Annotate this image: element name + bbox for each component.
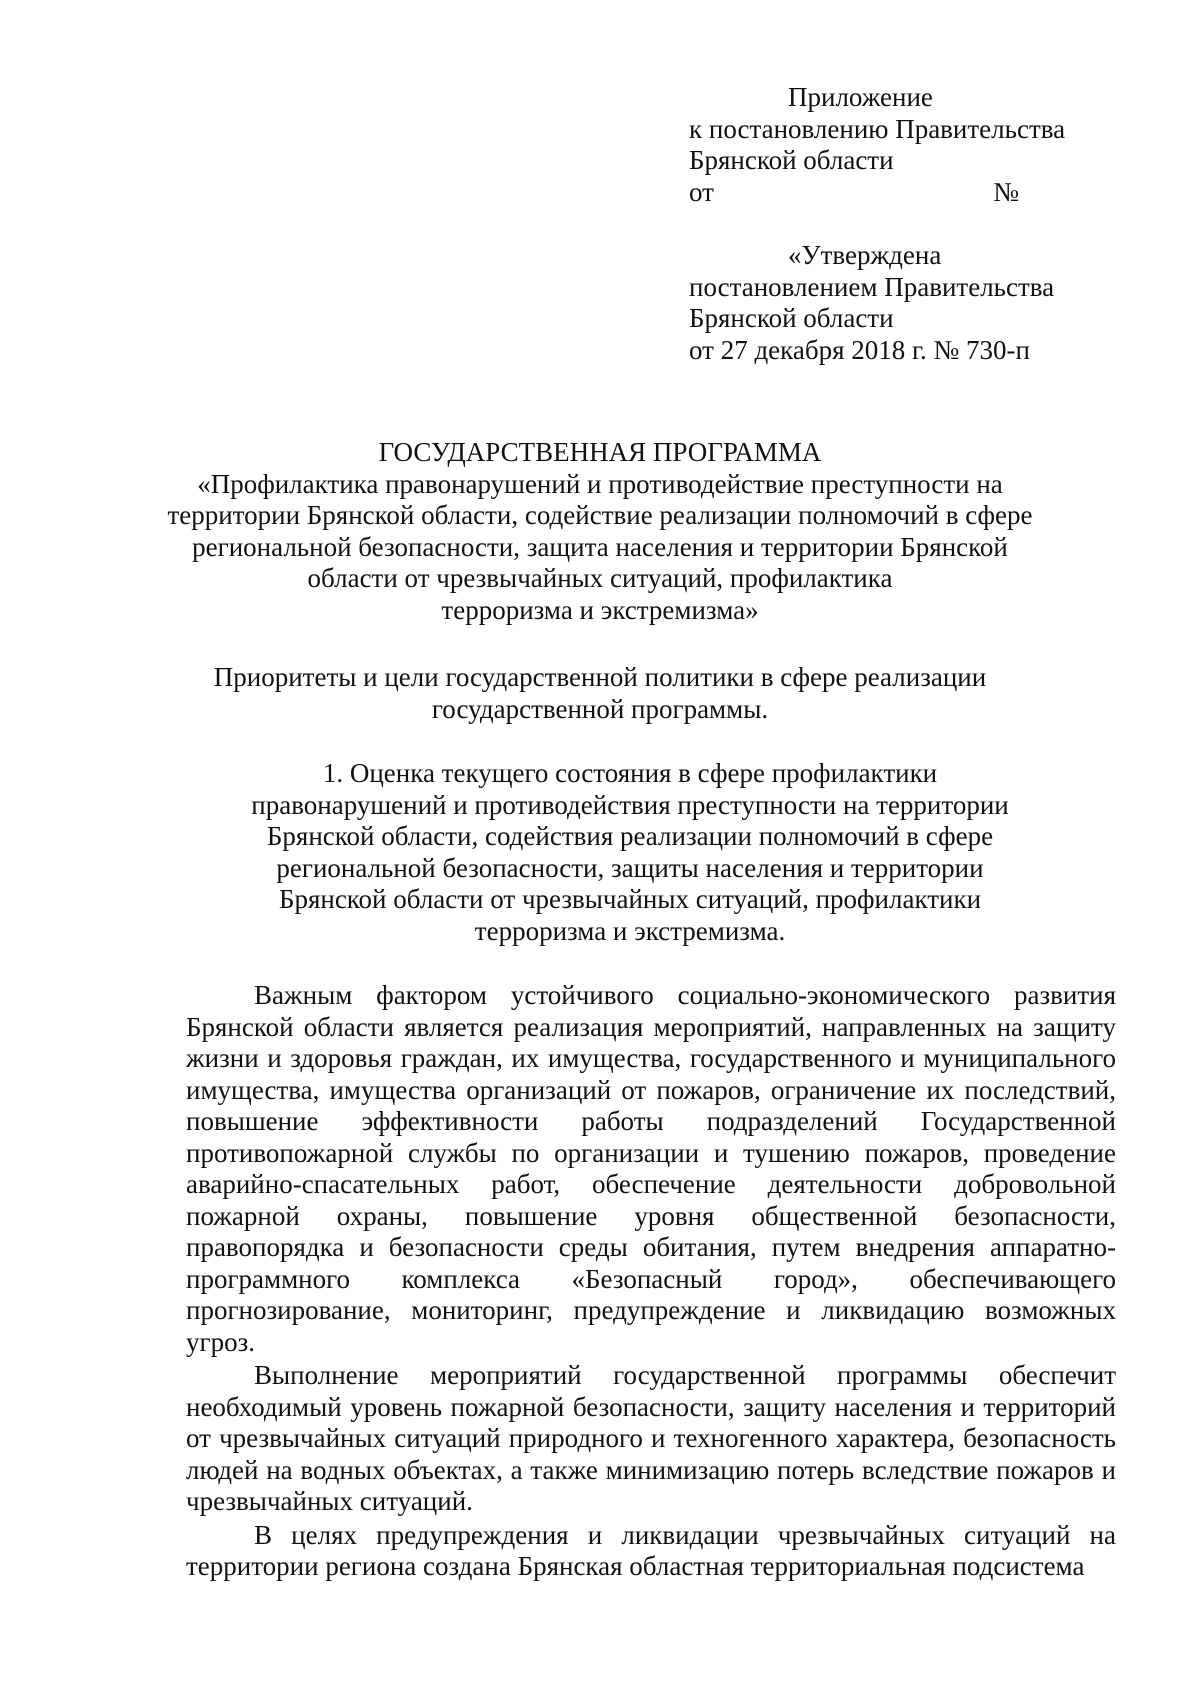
approved-block	[689, 240, 1159, 366]
appendix-region-line: Брянской области	[689, 145, 894, 175]
appendix-date-label: от	[689, 176, 714, 207]
approved-date-line: от 27 декабря 2018 г. № 730-п	[689, 334, 1030, 365]
program-name-line: региональной безопасности, защита населения и территории Брянской	[192, 531, 1008, 562]
body-paragraph: Выполнение мероприятий государственной программы обеспечит необходимый уровень пожарной безопасности, защиту населения и территорий от чрезвычайных ситуаций природного и техногенного характера, безопасность людей на водных объектах, а также минимизацию потерь вследствие пожаров и чрезвычайных ситуаций.	[186, 1360, 1116, 1516]
section-heading-line: правонарушений и противодействия преступности на территории	[251, 789, 1009, 820]
appendix-date-number-line	[689, 177, 1019, 209]
program-title-block	[150, 437, 1050, 626]
program-name-line: терроризма и экстремизма»	[441, 594, 759, 625]
appendix-resolution-line: к постановлению Правительства	[689, 113, 1066, 144]
program-name-line: «Профилактика правонарушений и противодействие преступности на	[197, 468, 1003, 499]
body-paragraph: В целях предупреждения и ликвидации чрезвычайных ситуаций на территории региона создана Брянская областная территориальная подсистема	[186, 1519, 1116, 1581]
body-paragraph: Важным фактором устойчивого социально-экономического развития Брянской области является реализация мероприятий, направленных на защиту жизни и здоровья граждан, их имущества, государственного и муниципального имущества, имущества организаций от пожаров, ограничение их последствий, повышение эффективности работы подразделений Государственной противопожарной службы по организации и тушению пожаров, проведение аварийно-спасательных работ, обеспечение деятельности добровольной пожарной охраны, повышение уровня общественной безопасности, правопорядка и безопасности среды обитания, путем внедрения аппаратно-программного комплекса «Безопасный город», обеспечивающего прогнозирование, мониторинг, предупреждение и ликвидацию возможных угроз.	[186, 980, 1116, 1357]
section-heading-line: Брянской области от чрезвычайных ситуаций, профилактики	[278, 884, 982, 914]
approved-resolution-line: постановлением Правительства	[689, 271, 1055, 302]
approved-title: «Утверждена	[788, 240, 942, 270]
priorities-heading-line: государственной программы.	[431, 693, 769, 724]
priorities-heading	[150, 662, 1050, 725]
program-name-line: области от чрезвычайных ситуаций, профилактика	[307, 563, 893, 593]
body-text	[186, 980, 1116, 1583]
program-name	[150, 469, 1050, 627]
section-heading-line: 1. Оценка текущего состояния в сфере профилактики	[322, 758, 938, 788]
section-1-heading	[200, 758, 1060, 947]
priorities-heading-line: Приоритеты и цели государственной политики в сфере реализации	[213, 662, 987, 692]
section-heading-line: региональной безопасности, защиты населения и территории	[276, 852, 984, 883]
appendix-title: Приложение	[788, 82, 933, 112]
program-name-line: территории Брянской области, содействие реализации полномочий в сфере	[167, 500, 1033, 530]
appendix-block	[689, 82, 1129, 208]
section-heading-line: Брянской области, содействия реализации полномочий в сфере	[266, 821, 994, 851]
appendix-number-label: №	[993, 176, 1019, 207]
approved-region-line: Брянской области	[689, 303, 894, 333]
program-heading: ГОСУДАРСТВЕННАЯ ПРОГРАММА	[378, 437, 822, 467]
section-heading-line: терроризма и экстремизма.	[474, 915, 786, 946]
